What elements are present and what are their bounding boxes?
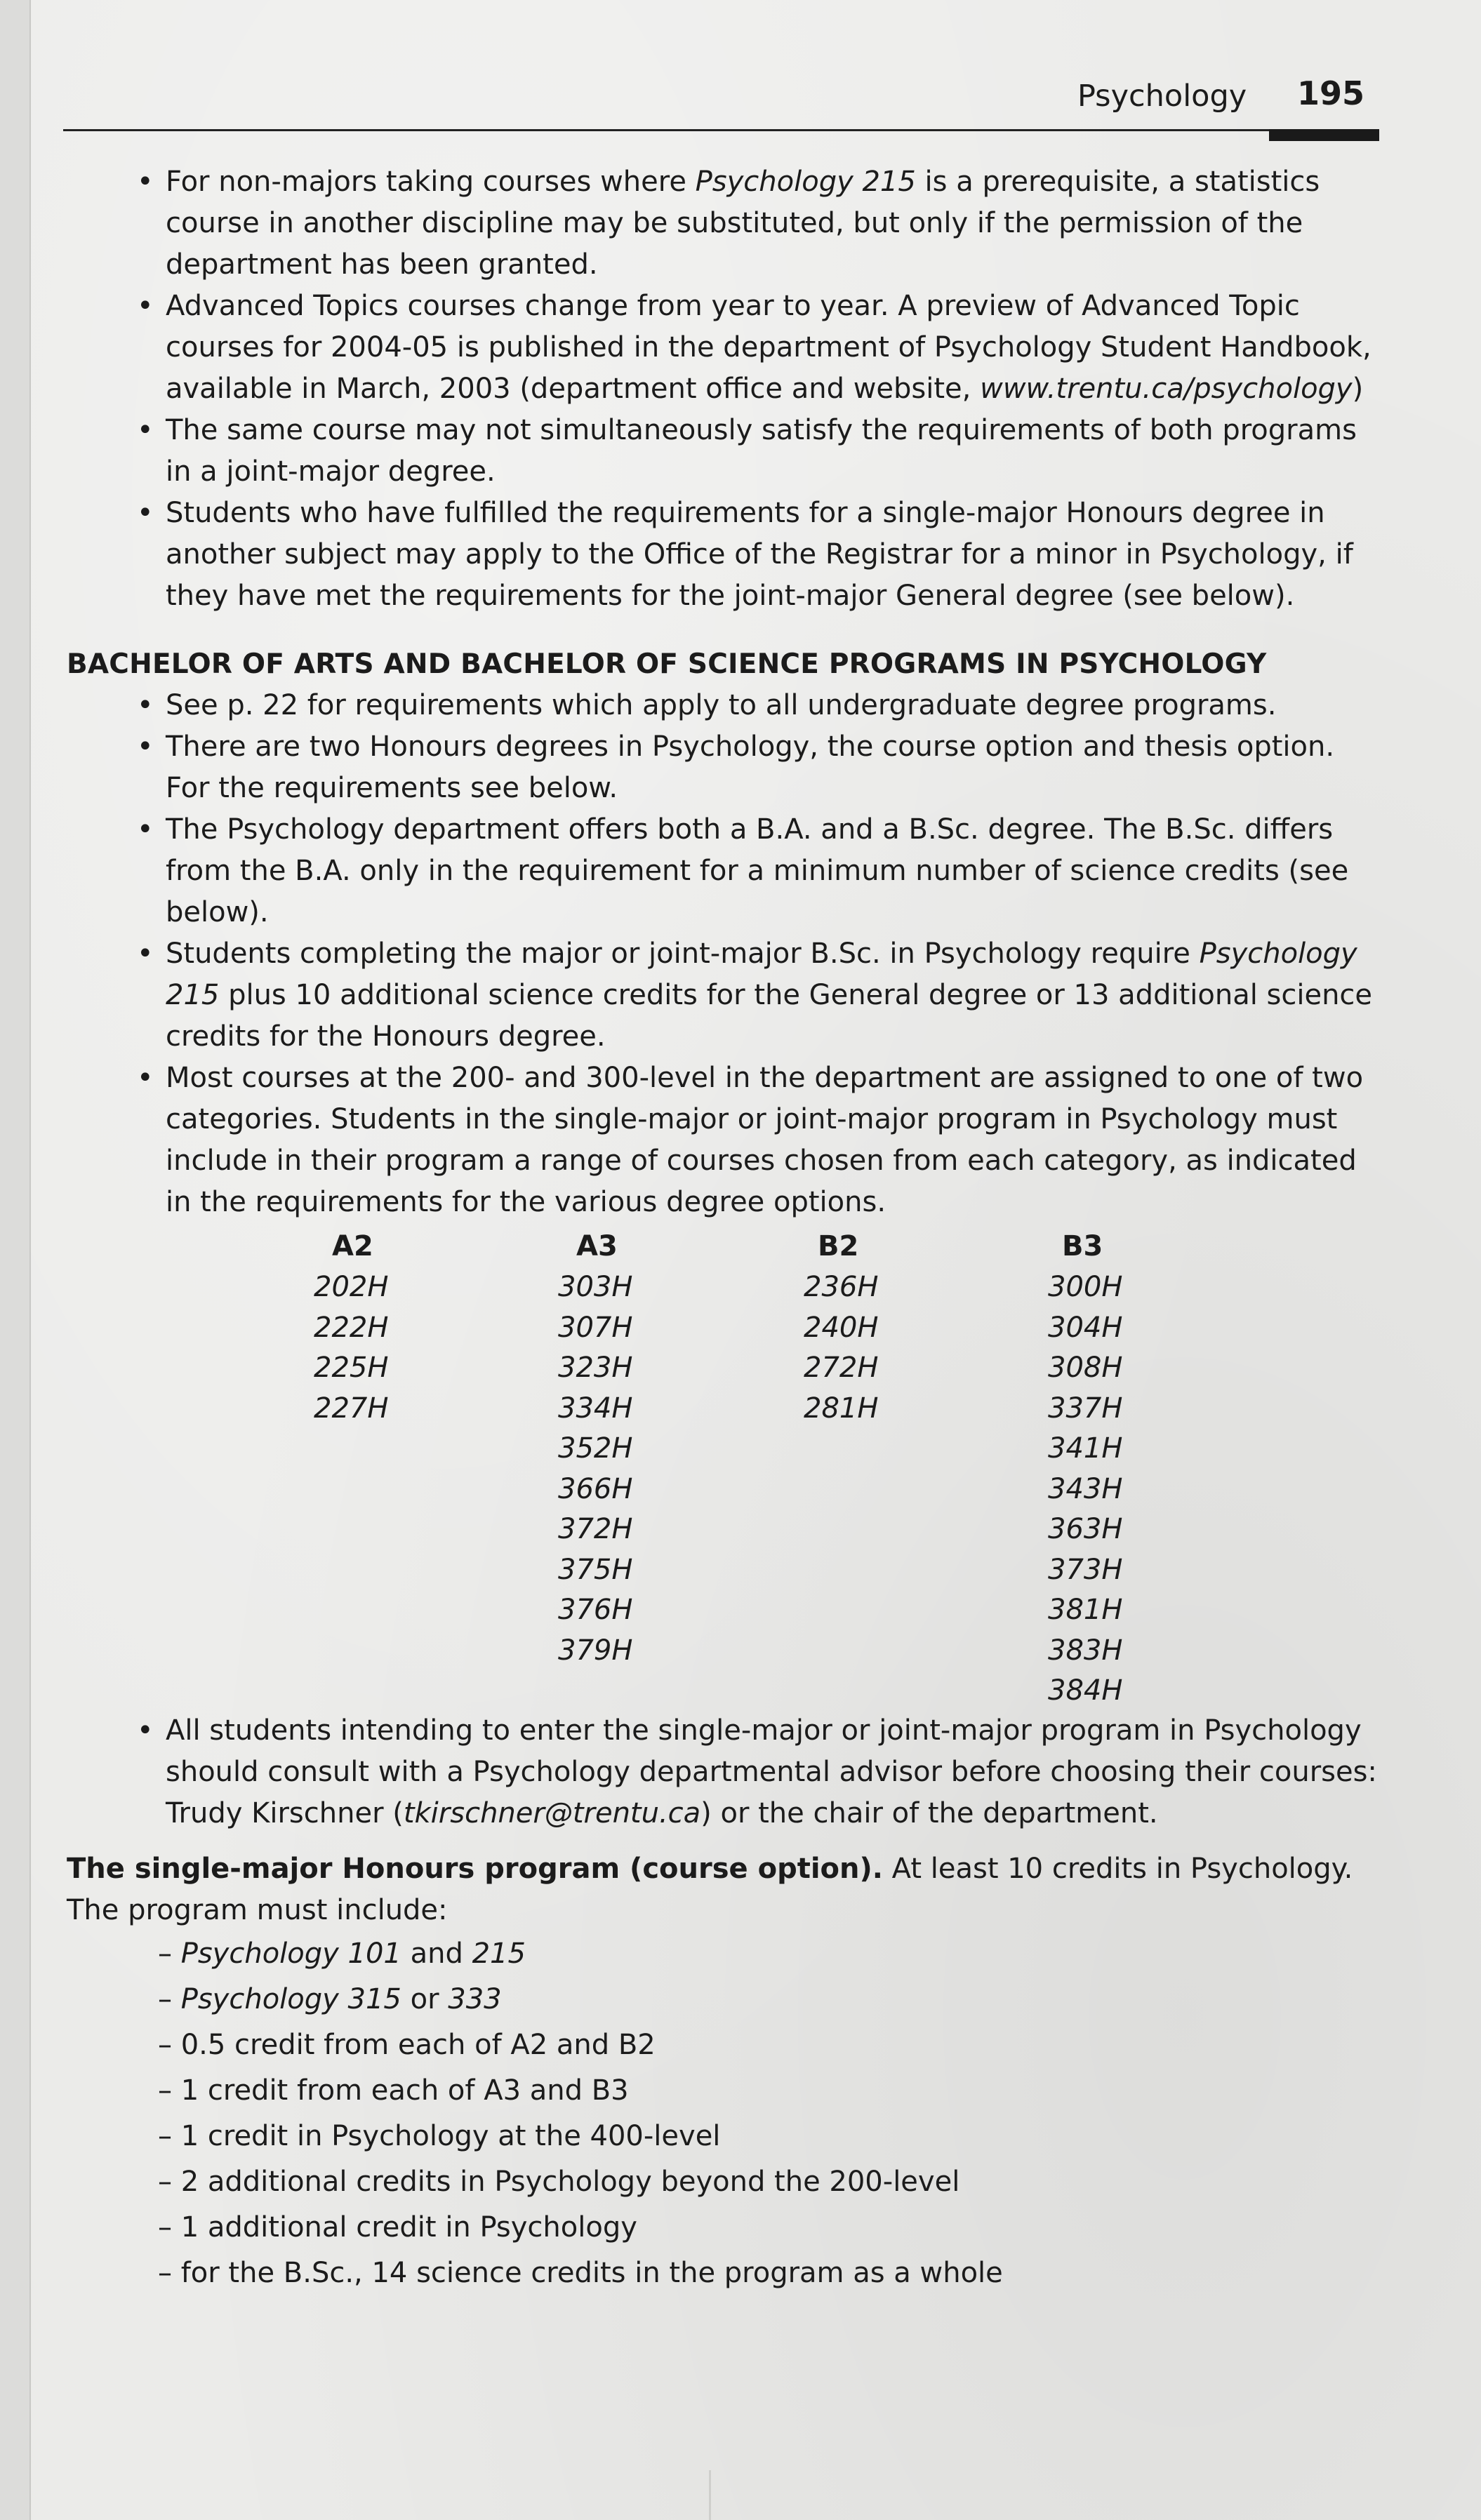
bullet-text: Students completing the major or joint-major B.Sc. in Psychology require bbox=[166, 938, 1200, 970]
requirement-text: 0.5 credit from each of A2 and B2 bbox=[180, 2029, 656, 2061]
course-code: 383H bbox=[1048, 1634, 1123, 1667]
category-column-a3 bbox=[558, 1226, 632, 1671]
requirement-text: or bbox=[401, 1983, 449, 2015]
requirement-item: – 1 credit from each of A3 and B3 bbox=[158, 2074, 629, 2107]
course-code: 381H bbox=[1048, 1594, 1123, 1626]
requirement-item: – 1 additional credit in Psychology bbox=[158, 2211, 637, 2244]
course-code: 303H bbox=[558, 1271, 633, 1303]
program-heading: The single-major Honours program (course option). bbox=[67, 1853, 883, 1885]
bullet-text: See p. 22 for requirements which apply to all undergraduate degree programs. bbox=[166, 689, 1277, 721]
intro-bullet-list bbox=[67, 161, 1386, 617]
category-column-a2 bbox=[314, 1226, 388, 1429]
requirement-item: – 1 credit in Psychology at the 400-level bbox=[158, 2120, 721, 2152]
bullet-text: The same course may not simultaneously satisfy the requirements of both programs in a joint-major degree. bbox=[166, 414, 1357, 488]
website-link-text: www.trentu.ca/psychology bbox=[980, 373, 1353, 405]
course-code: 202H bbox=[314, 1271, 389, 1303]
list-item bbox=[67, 161, 1386, 286]
list-item bbox=[67, 809, 1386, 933]
course-code: 337H bbox=[1048, 1392, 1123, 1425]
page-fold-mark bbox=[709, 2470, 711, 2520]
requirement-item: – 0.5 credit from each of A2 and B2 bbox=[158, 2029, 656, 2061]
page-edge-shadow bbox=[0, 0, 31, 2520]
course-code: 363H bbox=[1048, 1513, 1123, 1545]
course-code: 334H bbox=[558, 1392, 633, 1425]
course-code: 236H bbox=[804, 1271, 879, 1303]
bullet-text: For non-majors taking courses where bbox=[166, 166, 696, 198]
course-code: 373H bbox=[1048, 1553, 1123, 1586]
column-header: B3 bbox=[1062, 1230, 1103, 1262]
list-item bbox=[67, 493, 1386, 617]
course-code: 323H bbox=[558, 1352, 633, 1384]
advisor-email-text: tkirschner@trentu.ca bbox=[403, 1797, 701, 1829]
requirement-text: for the B.Sc., 14 science credits in the program as a whole bbox=[180, 2257, 1003, 2289]
bullet-text: ) bbox=[1352, 373, 1364, 405]
requirement-text: 1 additional credit in Psychology bbox=[180, 2211, 637, 2244]
bullet-text: The Psychology department offers both a B.A. and a B.Sc. degree. The B.Sc. differs from the B.A. only in the requirement for a minimum number of science credits (see below). bbox=[166, 813, 1349, 928]
course-code: 307H bbox=[558, 1311, 633, 1344]
requirement-item: – for the B.Sc., 14 science credits in the program as a whole bbox=[158, 2257, 1003, 2289]
bullet-icon: • bbox=[137, 1062, 154, 1094]
list-item bbox=[67, 933, 1386, 1058]
page-body bbox=[67, 161, 1386, 2296]
program-description bbox=[67, 1848, 1386, 1931]
list-item bbox=[67, 1058, 1386, 1223]
category-column-b2 bbox=[804, 1226, 878, 1429]
list-item bbox=[67, 1710, 1386, 1834]
requirement-item: – 2 additional credits in Psychology beyond the 200-level bbox=[158, 2166, 960, 2198]
requirement-italic-text: Psychology 315 bbox=[180, 1983, 401, 2015]
bullet-icon: • bbox=[137, 166, 154, 198]
column-header: B2 bbox=[818, 1230, 859, 1262]
course-code: 227H bbox=[314, 1392, 389, 1425]
course-code: 222H bbox=[314, 1311, 389, 1344]
bullet-text: ) or the chair of the department. bbox=[700, 1797, 1158, 1829]
advisor-bullet-list bbox=[67, 1710, 1386, 1834]
course-code: 366H bbox=[558, 1472, 633, 1505]
course-code: 272H bbox=[804, 1352, 879, 1384]
course-code: 379H bbox=[558, 1634, 633, 1667]
bullet-text: is a prerequisite, a statistics course in another discipline may be substituted, but only if the permission of the department has been granted. bbox=[166, 166, 1320, 281]
category-column-b3 bbox=[1048, 1226, 1122, 1712]
list-item bbox=[67, 410, 1386, 493]
course-code: 300H bbox=[1048, 1271, 1123, 1303]
bullet-text: All students intending to enter the single-major or joint-major program in Psychology should consult with a Psychology departmental advisor before choosing their courses: Trudy Kirschner ( bbox=[166, 1714, 1377, 1829]
bullet-icon: • bbox=[137, 497, 154, 529]
bullet-italic-text: Psychology 215 bbox=[166, 938, 1357, 1011]
course-code: 225H bbox=[314, 1352, 389, 1384]
bullet-text: plus 10 additional science credits for the General degree or 13 additional science credits for the Honours degree. bbox=[166, 979, 1373, 1053]
bullet-icon: • bbox=[137, 813, 154, 846]
program-bullet-list bbox=[67, 685, 1386, 1223]
course-code: 240H bbox=[804, 1311, 879, 1344]
section-heading: BACHELOR OF ARTS AND BACHELOR OF SCIENCE PROGRAMS IN PSYCHOLOGY bbox=[67, 648, 1267, 680]
requirement-italic-text: Psychology 101 bbox=[180, 1938, 401, 1970]
column-header: A2 bbox=[332, 1230, 373, 1262]
running-header-title: Psychology bbox=[1077, 79, 1247, 114]
program-requirements-list bbox=[67, 1931, 1386, 2296]
course-code: 384H bbox=[1048, 1674, 1123, 1707]
requirement-text: 1 credit from each of A3 and B3 bbox=[180, 2074, 629, 2107]
course-code: 343H bbox=[1048, 1472, 1123, 1505]
course-code: 375H bbox=[558, 1553, 633, 1586]
requirement-item: – Psychology 101 and 215 bbox=[158, 1938, 526, 1970]
course-code: 304H bbox=[1048, 1311, 1123, 1344]
page-number: 195 bbox=[1297, 74, 1365, 112]
course-category-table bbox=[67, 1226, 1386, 1710]
course-code: 376H bbox=[558, 1594, 633, 1626]
bullet-icon: • bbox=[137, 938, 154, 970]
requirement-text: and bbox=[401, 1938, 472, 1970]
list-item bbox=[67, 286, 1386, 410]
bullet-icon: • bbox=[137, 414, 154, 446]
bullet-italic-text: Psychology 215 bbox=[695, 166, 916, 198]
requirement-text: 1 credit in Psychology at the 400-level bbox=[180, 2120, 721, 2152]
course-code: 352H bbox=[558, 1432, 633, 1465]
bullet-text: There are two Honours degrees in Psychology, the course option and thesis option. For the requirements see below. bbox=[166, 731, 1335, 804]
requirement-text: 2 additional credits in Psychology beyond the 200-level bbox=[180, 2166, 960, 2198]
bullet-icon: • bbox=[137, 290, 154, 322]
requirement-item: – Psychology 315 or 333 bbox=[158, 1983, 502, 2015]
course-code: 341H bbox=[1048, 1432, 1123, 1465]
course-code: 372H bbox=[558, 1513, 633, 1545]
header-rule-block bbox=[1269, 129, 1379, 141]
program-intro: At least 10 credits in Psychology. The program must include: bbox=[67, 1853, 1353, 1926]
course-code: 281H bbox=[804, 1392, 879, 1425]
requirement-italic-text: 333 bbox=[448, 1983, 502, 2015]
column-header: A3 bbox=[576, 1230, 618, 1262]
requirement-italic-text: 215 bbox=[472, 1938, 526, 1970]
bullet-icon: • bbox=[137, 1714, 154, 1747]
bullet-icon: • bbox=[137, 731, 154, 763]
header-rule bbox=[63, 129, 1379, 131]
bullet-text: Most courses at the 200- and 300-level in the department are assigned to one of two categories. Students in the single-major or joint-major program in Psychology must include in their program a range of courses chosen from each category, as indicated in the requirements for the various degree options. bbox=[166, 1062, 1364, 1218]
bullet-icon: • bbox=[137, 689, 154, 721]
course-code: 308H bbox=[1048, 1352, 1123, 1384]
bullet-text: Students who have fulfilled the requirements for a single-major Honours degree in another subject may apply to the Office of the Registrar for a minor in Psychology, if they have met the requirements for the joint-major General degree (see below). bbox=[166, 497, 1353, 612]
bullet-text: Advanced Topics courses change from year to year. A preview of Advanced Topic courses for 2004-05 is published in the department of Psychology Student Handbook, available in March, 2003 (department office and website, bbox=[166, 290, 1372, 405]
list-item bbox=[67, 726, 1386, 809]
list-item bbox=[67, 685, 1386, 726]
